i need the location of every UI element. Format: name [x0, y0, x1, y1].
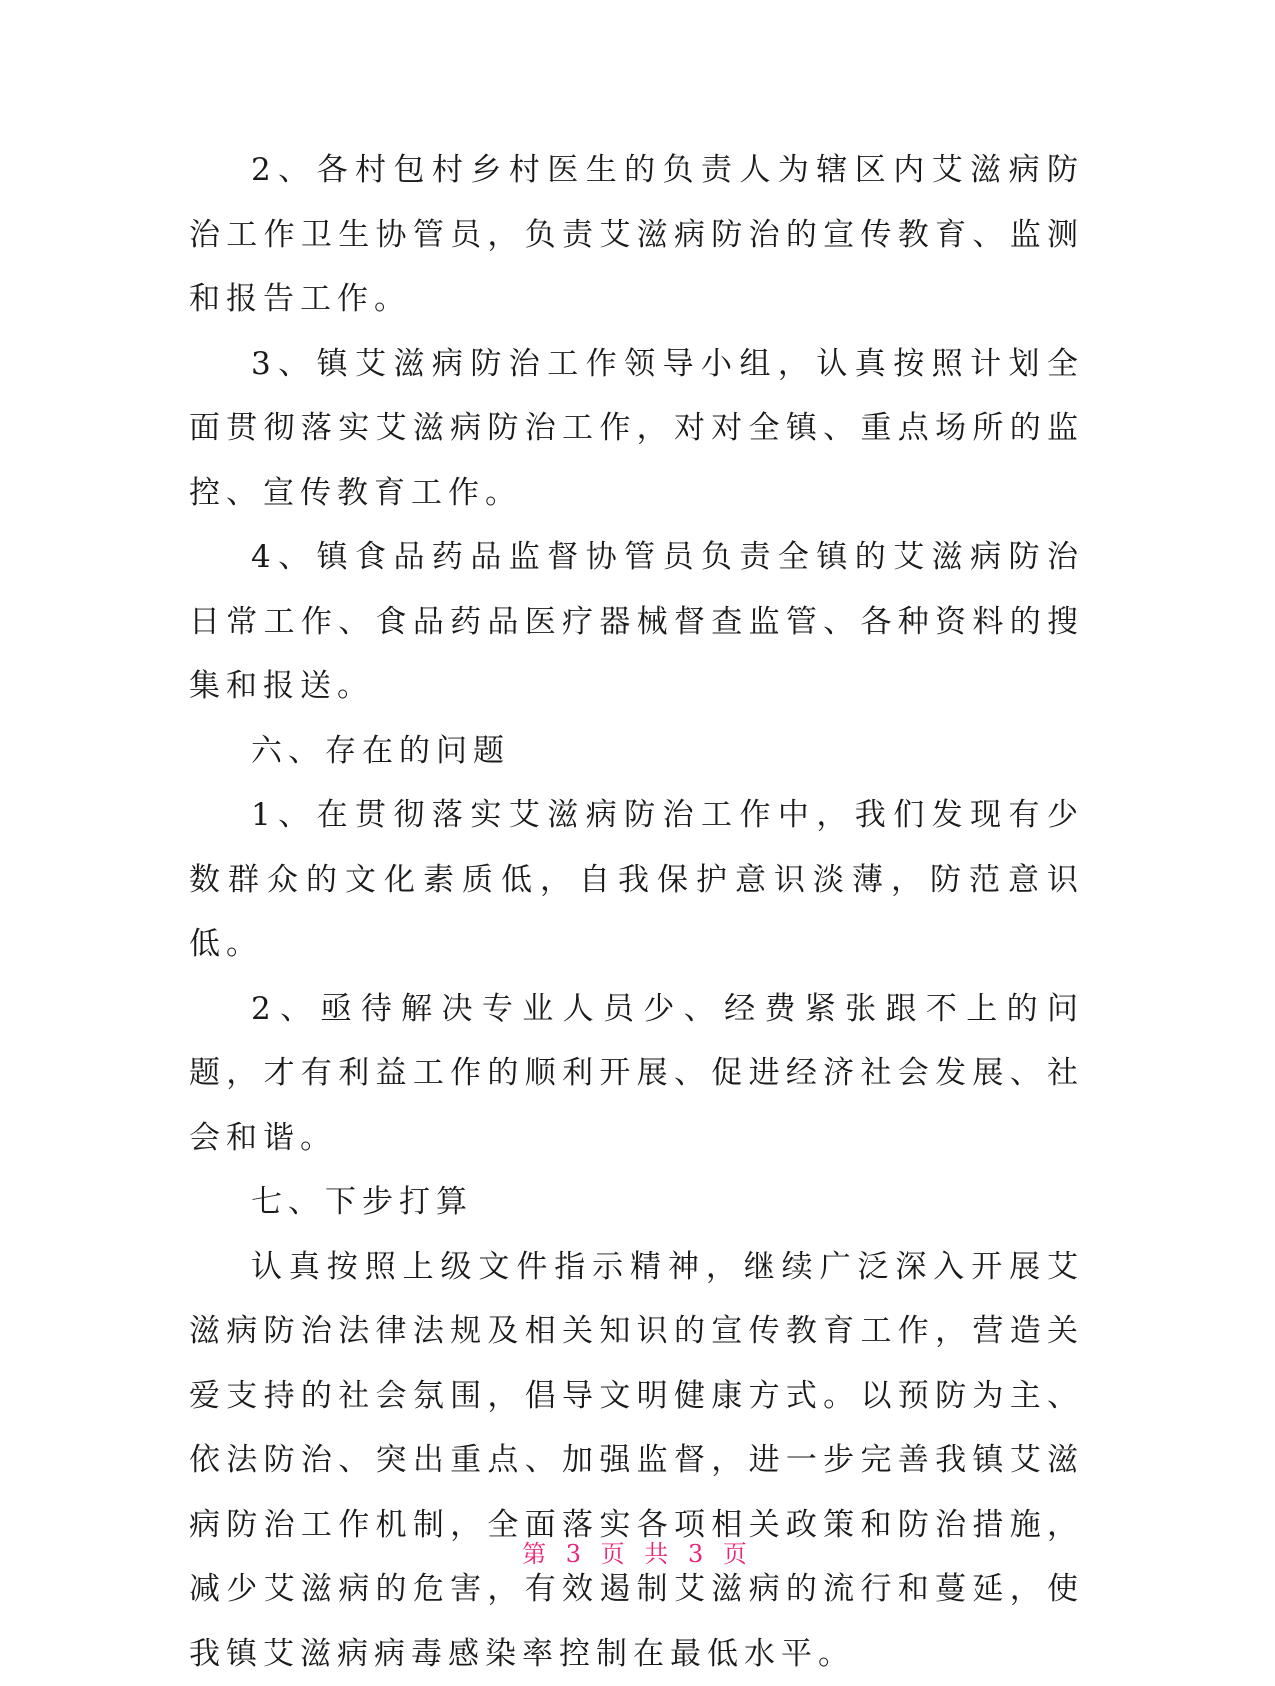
- page-number: 第 3 页 共 3 页: [522, 1540, 753, 1568]
- document-body: [189, 138, 1084, 1686]
- paragraph-item-3-duty: 3、镇艾滋病防治工作领导小组，认真按照计划全面贯彻落实艾滋病防治工作，对对全镇、重点场所的监控、宣传教育工作。: [189, 332, 1084, 526]
- page-footer: [0, 1534, 1275, 1569]
- paragraph-next-steps: 认真按照上级文件指示精神，继续广泛深入开展艾滋病防治法律法规及相关知识的宣传教育工作，营造关爱支持的社会氛围，倡导文明健康方式。以预防为主、依法防治、突出重点、加强监督，进一步完善我镇艾滋病防治工作机制，全面落实各项相关政策和防治措施，减少艾滋病的危害，有效遏制艾滋病的流行和蔓延，使我镇艾滋病病毒感染率控制在最低水平。: [189, 1235, 1084, 1686]
- paragraph-item-2-duty: 2、各村包村乡村医生的负责人为辖区内艾滋病防治工作卫生协管员，负责艾滋病防治的宣传教育、监测和报告工作。: [189, 138, 1084, 332]
- section-heading-next-steps: 七、下步打算: [189, 1170, 1084, 1235]
- paragraph-problem-2: 2、亟待解决专业人员少、经费紧张跟不上的问题，才有利益工作的顺利开展、促进经济社会发展、社会和谐。: [189, 977, 1084, 1171]
- paragraph-item-4-duty: 4、镇食品药品监督协管员负责全镇的艾滋病防治日常工作、食品药品医疗器械督查监管、各种资料的搜集和报送。: [189, 525, 1084, 719]
- paragraph-problem-1: 1、在贯彻落实艾滋病防治工作中，我们发现有少数群众的文化素质低，自我保护意识淡薄，防范意识低。: [189, 783, 1084, 977]
- section-heading-problems: 六、存在的问题: [189, 719, 1084, 784]
